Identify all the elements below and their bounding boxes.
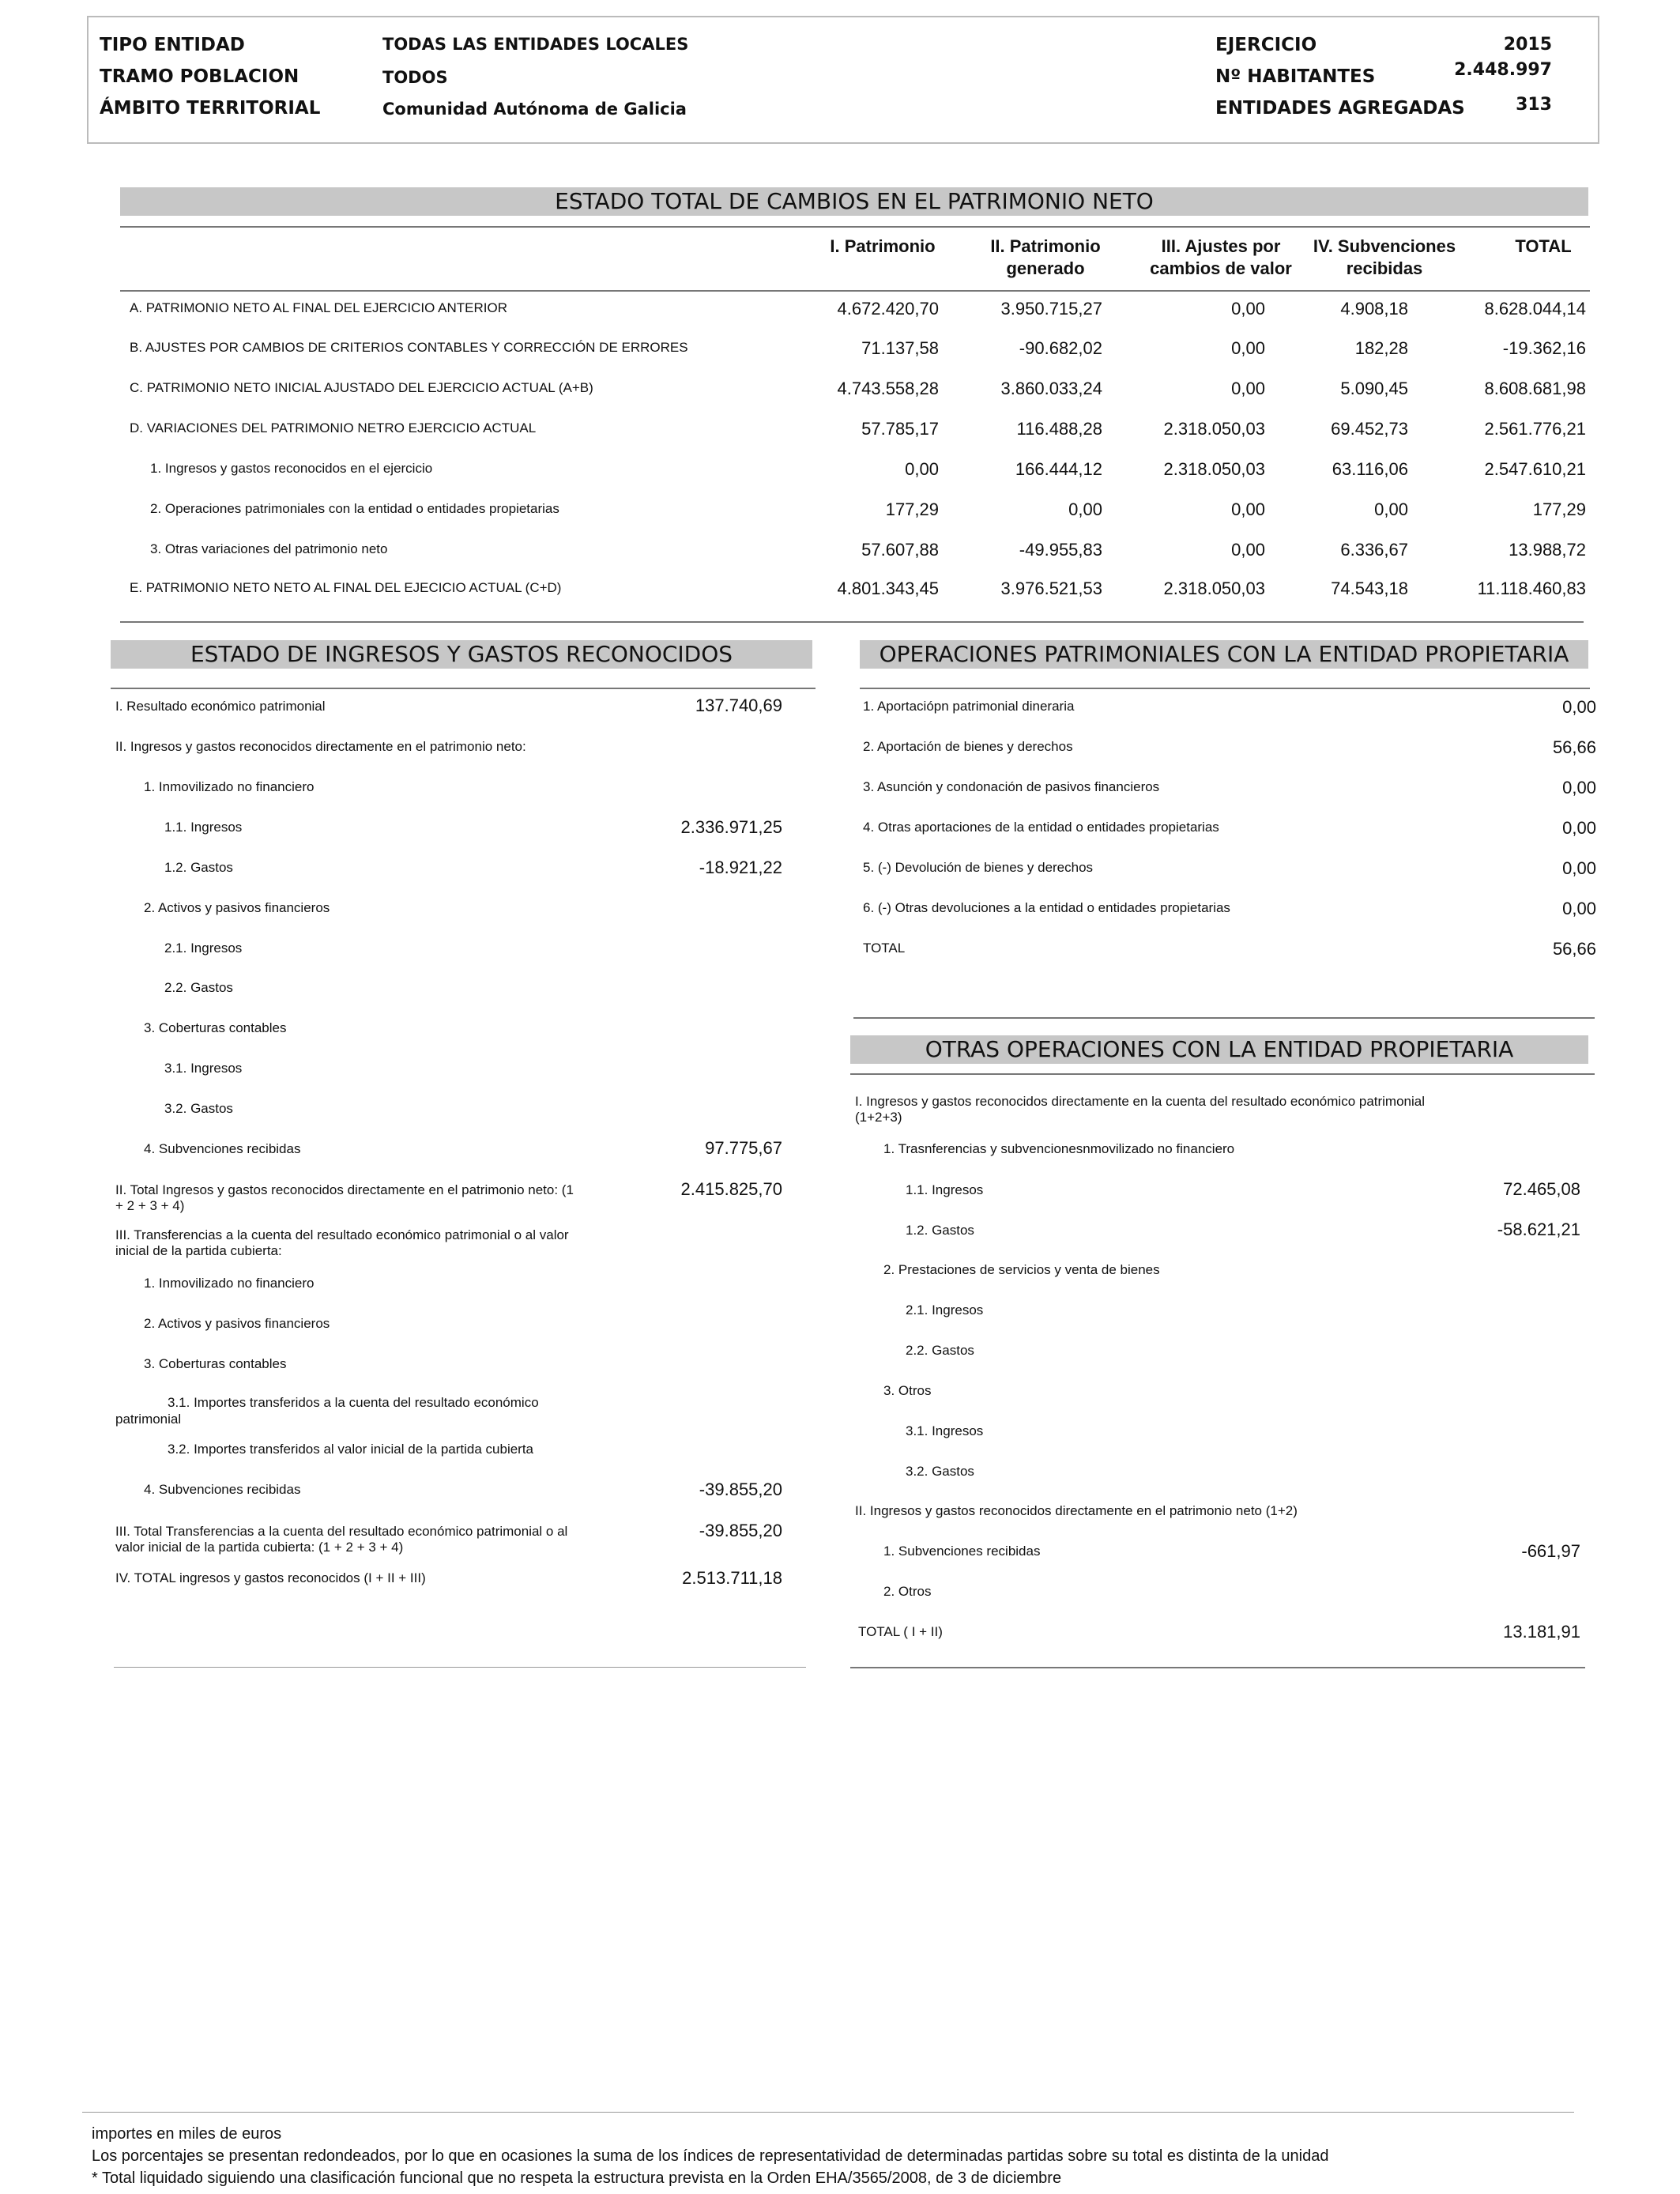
patrimonio-cell: 3.976.521,53 [1000, 579, 1102, 598]
patrimonio-cell: 2.318.050,03 [1163, 419, 1265, 439]
patrimonio-row-label: 3. Otras variaciones del patrimonio neto [150, 541, 388, 556]
patrimonio-cell: 71.137,58 [861, 338, 939, 358]
patrimonio-cell: 0,00 [1231, 299, 1265, 319]
ingresos-row-label: III. Transferencias a la cuenta del resultado económico patrimonial o al valor inicial de la partida cubierta: [115, 1227, 569, 1258]
patrimonio-cell: 13.988,72 [1509, 540, 1586, 560]
otras-row-label: II. Ingresos y gastos reconocidos directamente en el patrimonio neto (1+2) [855, 1503, 1298, 1518]
patrimonio-cell: 0,00 [1231, 540, 1265, 560]
patrimonio-cell: 0,00 [905, 459, 939, 479]
ingresos-row-label: III. Total Transferencias a la cuenta del resultado económico patrimonial o al valor inicial de la partida cubierta: (1 + 2 + 3 + 4) [115, 1524, 568, 1555]
operaciones-row-label: 6. (-) Otras devoluciones a la entidad o entidades propietarias [863, 900, 1230, 915]
ingresos-row-label: 2.1. Ingresos [164, 941, 243, 956]
ingresos-row-label: 1. Inmovilizado no financiero [144, 1276, 315, 1291]
ingresos-row-label: 2. Activos y pasivos financieros [144, 1316, 330, 1331]
operaciones-row-label: 5. (-) Devolución de bienes y derechos [863, 860, 1094, 875]
otras-row-value: -661,97 [1521, 1541, 1580, 1561]
otras-row-label: 3. Otros [883, 1383, 932, 1398]
habitantes-value: 2.448.997 [1454, 60, 1552, 80]
patrimonio-cell: 3.950.715,27 [1000, 299, 1102, 319]
patrimonio-cell: -49.955,83 [1019, 540, 1102, 560]
ejercicio-value: 2015 [1503, 35, 1552, 55]
patrimonio-cell: 0,00 [1231, 379, 1265, 398]
patrimonio-column-header: TOTAL [1515, 236, 1572, 256]
ingresos-bottom-rule [114, 1667, 806, 1668]
footer-rounding-note: Los porcentajes se presentan redondeados, por lo que en ocasiones la suma de los índices de representatividad de determinadas partidas sobre su total es distinta de la unidad [92, 2147, 1329, 2165]
patrimonio-cell: 177,29 [1532, 499, 1586, 519]
patrimonio-cell: 69.452,73 [1331, 419, 1408, 439]
ingresos-row-label: II. Ingresos y gastos reconocidos directamente en el patrimonio neto: [115, 739, 526, 754]
entidades-agregadas-label: ENTIDADES AGREGADAS [1215, 98, 1465, 119]
patrimonio-cell: -90.682,02 [1019, 338, 1102, 358]
otras-row-label: 1.1. Ingresos [906, 1182, 984, 1197]
patrimonio-cell: 177,29 [885, 499, 939, 519]
patrimonio-row-label: E. PATRIMONIO NETO NETO AL FINAL DEL EJECICIO ACTUAL (C+D) [130, 580, 562, 595]
ingresos-row-label: 2.2. Gastos [164, 980, 233, 995]
operaciones-row-label: 3. Asunción y condonación de pasivos financieros [863, 779, 1160, 794]
ingresos-row-value: -39.855,20 [699, 1521, 782, 1540]
patrimonio-cell: 0,00 [1231, 499, 1265, 519]
patrimonio-cell: 4.801.343,45 [837, 579, 939, 598]
ingresos-row-label: 3. Coberturas contables [144, 1020, 287, 1035]
operaciones-bottom-rule [853, 1017, 1595, 1019]
otras-row-label: 1.2. Gastos [906, 1223, 974, 1238]
patrimonio-cell: 8.628.044,14 [1484, 299, 1586, 319]
ingresos-row-value: 2.513.711,18 [682, 1568, 782, 1588]
operaciones-top-rule [860, 688, 1590, 689]
otras-row-label: 2.2. Gastos [906, 1343, 974, 1358]
patrimonio-header-bottom-rule [120, 290, 1590, 292]
patrimonio-cell: 182,28 [1354, 338, 1408, 358]
patrimonio-cell: 4.672.420,70 [837, 299, 939, 319]
footer-classification-note: * Total liquidado siguiendo una clasificación funcional que no respeta la estructura prevista en la Orden EHA/3565/2008, de 3 de diciembre [92, 2169, 1062, 2187]
entidades-agregadas-value: 313 [1516, 95, 1552, 115]
operaciones-title: OPERACIONES PATRIMONIALES CON LA ENTIDAD PROPIETARIA [860, 640, 1588, 669]
habitantes-label: Nº HABITANTES [1215, 66, 1376, 87]
operaciones-row-value: 0,00 [1562, 858, 1596, 878]
ingresos-row-value: -18.921,22 [699, 858, 782, 877]
patrimonio-cell: 3.860.033,24 [1000, 379, 1102, 398]
patrimonio-cell: 2.547.610,21 [1484, 459, 1586, 479]
patrimonio-cell: 63.116,06 [1332, 459, 1408, 479]
patrimonio-column-header: II. Patrimonio generado [990, 236, 1101, 278]
patrimonio-cell: 0,00 [1374, 499, 1408, 519]
footer-rule [82, 2112, 1574, 2113]
patrimonio-column-header: IV. Subvenciones recibidas [1313, 236, 1456, 278]
patrimonio-cell: -19.362,16 [1502, 338, 1586, 358]
patrimonio-row-label: C. PATRIMONIO NETO INICIAL AJUSTADO DEL EJERCICIO ACTUAL (A+B) [130, 380, 593, 395]
otras-row-label: 1. Trasnferencias y subvencionesnmovilizado no financiero [883, 1141, 1235, 1156]
patrimonio-row-label: A. PATRIMONIO NETO AL FINAL DEL EJERCICIO ANTERIOR [130, 300, 507, 315]
patrimonio-cell: 116.488,28 [1016, 419, 1102, 439]
operaciones-row-label: 4. Otras aportaciones de la entidad o entidades propietarias [863, 820, 1219, 835]
ingresos-row-label: IV. TOTAL ingresos y gastos reconocidos (I + II + III) [115, 1570, 426, 1585]
patrimonio-cell: 2.561.776,21 [1484, 419, 1586, 439]
ingresos-row-label-cont: patrimonial [115, 1412, 182, 1427]
otras-row-label: 3.2. Gastos [906, 1464, 974, 1479]
tramo-poblacion-value: TODOS [382, 68, 448, 87]
otras-title: OTRAS OPERACIONES CON LA ENTIDAD PROPIETARIA [850, 1035, 1588, 1064]
patrimonio-cell: 0,00 [1231, 338, 1265, 358]
ejercicio-label: EJERCICIO [1215, 35, 1317, 55]
ingresos-row-value: 2.415.825,70 [680, 1179, 782, 1199]
otras-row-value: 72.465,08 [1503, 1179, 1580, 1199]
ingresos-row-label: 4. Subvenciones recibidas [144, 1482, 301, 1497]
ingresos-title: ESTADO DE INGRESOS Y GASTOS RECONOCIDOS [111, 640, 812, 669]
patrimonio-row-label: 2. Operaciones patrimoniales con la entidad o entidades propietarias [150, 501, 559, 516]
otras-top-rule [850, 1073, 1595, 1075]
footer-units-note: importes en miles de euros [92, 2125, 282, 2143]
otras-row-value: 13.181,91 [1503, 1622, 1580, 1642]
patrimonio-cell: 4.743.558,28 [837, 379, 939, 398]
patrimonio-cell: 0,00 [1068, 499, 1102, 519]
patrimonio-cell: 57.607,88 [861, 540, 939, 560]
ingresos-row-label: II. Total Ingresos y gastos reconocidos directamente en el patrimonio neto: (1 + 2 + 3 + 4) [115, 1182, 574, 1213]
otras-row-label: 2. Otros [883, 1584, 932, 1599]
operaciones-row-value: 0,00 [1562, 818, 1596, 838]
ingresos-row-label: 4. Subvenciones recibidas [144, 1141, 301, 1156]
patrimonio-cell: 74.543,18 [1331, 579, 1408, 598]
patrimonio-cell: 2.318.050,03 [1163, 579, 1265, 598]
patrimonio-cell: 5.090,45 [1340, 379, 1408, 398]
otras-row-label: 3.1. Ingresos [906, 1423, 984, 1438]
tipo-entidad-value: TODAS LAS ENTIDADES LOCALES [382, 35, 689, 54]
patrimonio-title: ESTADO TOTAL DE CAMBIOS EN EL PATRIMONIO NETO [120, 187, 1588, 216]
patrimonio-cell: 6.336,67 [1340, 540, 1408, 560]
otras-row-label: 2. Prestaciones de servicios y venta de bienes [883, 1262, 1160, 1277]
patrimonio-row-label: B. AJUSTES POR CAMBIOS DE CRITERIOS CONTABLES Y CORRECCIÓN DE ERRORES [130, 340, 688, 355]
patrimonio-row-label: 1. Ingresos y gastos reconocidos en el ejercicio [150, 461, 433, 476]
ingresos-row-label: 3.1. Ingresos [164, 1061, 243, 1076]
tipo-entidad-label: TIPO ENTIDAD [100, 35, 245, 55]
ingresos-row-label: I. Resultado económico patrimonial [115, 699, 326, 714]
operaciones-row-label: TOTAL [863, 941, 906, 956]
operaciones-row-value: 56,66 [1552, 939, 1596, 959]
patrimonio-cell: 4.908,18 [1340, 299, 1408, 319]
patrimonio-cell: 57.785,17 [861, 419, 939, 439]
patrimonio-cell: 11.118.460,83 [1477, 579, 1586, 598]
otras-row-label: 2.1. Ingresos [906, 1302, 984, 1318]
ingresos-row-label: 1.2. Gastos [164, 860, 233, 875]
ingresos-row-value: 137.740,69 [695, 696, 782, 715]
patrimonio-row-label: D. VARIACIONES DEL PATRIMONIO NETRO EJERCICIO ACTUAL [130, 420, 537, 435]
otras-row-label: 1. Subvenciones recibidas [883, 1544, 1041, 1559]
patrimonio-column-header: III. Ajustes por cambios de valor [1150, 236, 1292, 278]
patrimonio-column-header: I. Patrimonio [830, 236, 936, 256]
ingresos-row-label: 3. Coberturas contables [144, 1356, 287, 1371]
ambito-territorial-value: Comunidad Autónoma de Galicia [382, 100, 687, 119]
ingresos-row-label: 3.2. Gastos [164, 1101, 233, 1116]
ingresos-row-label: 3.2. Importes transferidos al valor inicial de la partida cubierta [168, 1442, 534, 1457]
operaciones-row-value: 0,00 [1562, 778, 1596, 797]
operaciones-row-value: 0,00 [1562, 697, 1596, 717]
patrimonio-cell: 8.608.681,98 [1484, 379, 1586, 398]
operaciones-row-value: 0,00 [1562, 899, 1596, 918]
patrimonio-cell: 166.444,12 [1015, 459, 1102, 479]
operaciones-row-label: 1. Aportaciópn patrimonial dineraria [863, 699, 1075, 714]
otras-bottom-rule [850, 1667, 1585, 1668]
ingresos-row-label: 1.1. Ingresos [164, 820, 243, 835]
ingresos-row-value: 97.775,67 [705, 1138, 782, 1158]
ingresos-row-label: 3.1. Importes transferidos a la cuenta del resultado económico [168, 1395, 539, 1410]
ingresos-top-rule [111, 688, 816, 689]
patrimonio-header-top-rule [120, 226, 1590, 228]
ingresos-row-value: -39.855,20 [699, 1480, 782, 1499]
ingresos-row-value: 2.336.971,25 [680, 817, 782, 837]
patrimonio-bottom-rule [120, 621, 1584, 623]
otras-row-label: I. Ingresos y gastos reconocidos directamente en la cuenta del resultado económico patrimonial (1+2+3) [855, 1094, 1426, 1125]
patrimonio-cell: 2.318.050,03 [1163, 459, 1265, 479]
operaciones-row-value: 56,66 [1552, 737, 1596, 757]
otras-row-value: -58.621,21 [1497, 1220, 1580, 1239]
ambito-territorial-label: ÁMBITO TERRITORIAL [100, 98, 321, 119]
otras-row-label: TOTAL ( I + II) [858, 1624, 943, 1639]
ingresos-row-label: 1. Inmovilizado no financiero [144, 779, 315, 794]
operaciones-row-label: 2. Aportación de bienes y derechos [863, 739, 1073, 754]
ingresos-row-label: 2. Activos y pasivos financieros [144, 900, 330, 915]
tramo-poblacion-label: TRAMO POBLACION [100, 66, 299, 87]
